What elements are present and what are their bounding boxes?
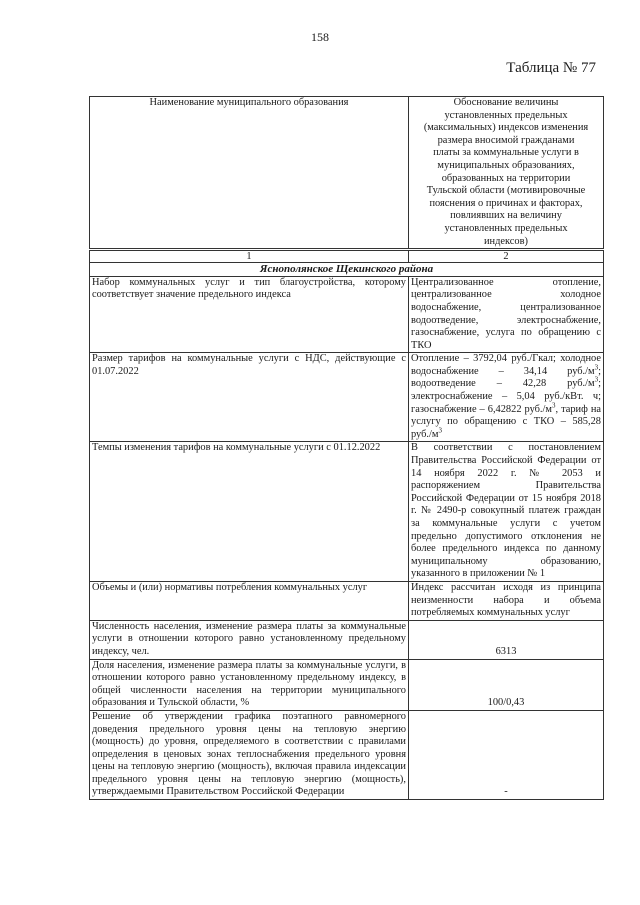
row-value: В соответствии с постановлением Правительства Российской Федерации от 14 ноября 2022 г. № 2053 и распоряжением Правительства Российской Федерации от 15 ноября 2018 г. № 2490-р совокупный платеж граждан за коммунальные услуги с учетом предельно допустимого отклонения не более предельного индекса по данному муниципальному образованию, указанного в приложении № 1 — [409, 442, 604, 582]
table-row — [90, 276, 604, 353]
section-row — [90, 263, 604, 277]
table-row — [90, 659, 604, 710]
header-justification: Обоснование величины установленных предельных (максимальных) индексов изменения размера вносимой гражданами платы за коммунальные услуги в муниципальных образованиях, образованных на территории Тульской области (мотивировочные пояснения о причинах и факторах, повлиявших на величину установленных предельных индексов) — [409, 97, 604, 250]
row-label: Решение об утверждении графика поэтапного равномерного доведения предельного уровня цены на тепловую энергию (мощность) до уровня, определяемого в соответствии с правилами определения в ценовых зонах теплоснабжения предельного уровня цены на тепловую энергию (мощность), включая правила индексации предельного уровня цены на тепловую энергию (мощность), утверждаемыми Правительством Российской Федерации — [90, 710, 409, 799]
superscript: 3 — [438, 426, 442, 435]
row-label: Численность населения, изменение размера платы за коммунальные услуги в отношении которого равно установленному предельному индексу, чел. — [90, 620, 409, 659]
column-number-2: 2 — [409, 250, 604, 263]
row-value: Индекс рассчитан исходя из принципа неизменности набора и объема потребляемых коммунальных услуг — [409, 581, 604, 620]
tariff-sanitation: ; водоотведение – 42,28 руб./м — [411, 365, 601, 390]
row-label: Темпы изменения тарифов на коммунальные услуги с 01.12.2022 — [90, 442, 409, 582]
page-number: 158 — [311, 30, 329, 44]
row-label: Набор коммунальных услуг и тип благоустройства, которому соответствует значение предельного индекса — [90, 276, 409, 353]
table-row — [90, 353, 604, 442]
superscript: 3 — [594, 363, 599, 372]
row-value: 6313 — [409, 620, 604, 659]
header-municipality: Наименование муниципального образования — [90, 97, 409, 250]
tariff-electricity-gas: ; электроснабжение – 5,04 руб./кВт. ч; газоснабжение – 6,42822 руб./м — [411, 378, 601, 415]
row-value: - — [409, 710, 604, 799]
section-title: Яснополянское Щекинского района — [90, 263, 604, 277]
row-label: Объемы и (или) нормативы потребления коммунальных услуг — [90, 581, 409, 620]
table-header-row — [90, 97, 604, 250]
row-label: Размер тарифов на коммунальные услуги с НДС, действующие с 01.07.2022 — [90, 353, 409, 442]
table-row — [90, 620, 604, 659]
row-value: Централизованное отопление, централизованное холодное водоснабжение, централизованное водоотведение, электроснабжение, газоснабжение, услуга по обращению с ТКО — [409, 276, 604, 353]
row-label: Доля населения, изменение размера платы за коммунальные услуги, в отношении которого равно установленному предельному индексу, в общей численности населения на территории муниципального образования и Тульской области, % — [90, 659, 409, 710]
column-number-1: 1 — [90, 250, 409, 263]
tariff-heating-water: Отопление – 3792,04 руб./Гкал; холодное водоснабжение – 34,14 руб./м — [411, 353, 601, 377]
table-row — [90, 442, 604, 582]
row-value: 100/0,43 — [409, 659, 604, 710]
superscript: 3 — [594, 376, 599, 384]
superscript: 3 — [551, 401, 556, 410]
tariff-waste: , тариф на услугу по обращению с ТКО – 585,28 руб./м — [411, 403, 602, 440]
row-value — [409, 353, 604, 442]
tariff-table — [89, 96, 604, 800]
table-caption: Таблица № 77 — [506, 60, 596, 76]
table-row — [90, 710, 604, 799]
column-number-row — [90, 250, 604, 263]
table-row — [90, 581, 604, 620]
